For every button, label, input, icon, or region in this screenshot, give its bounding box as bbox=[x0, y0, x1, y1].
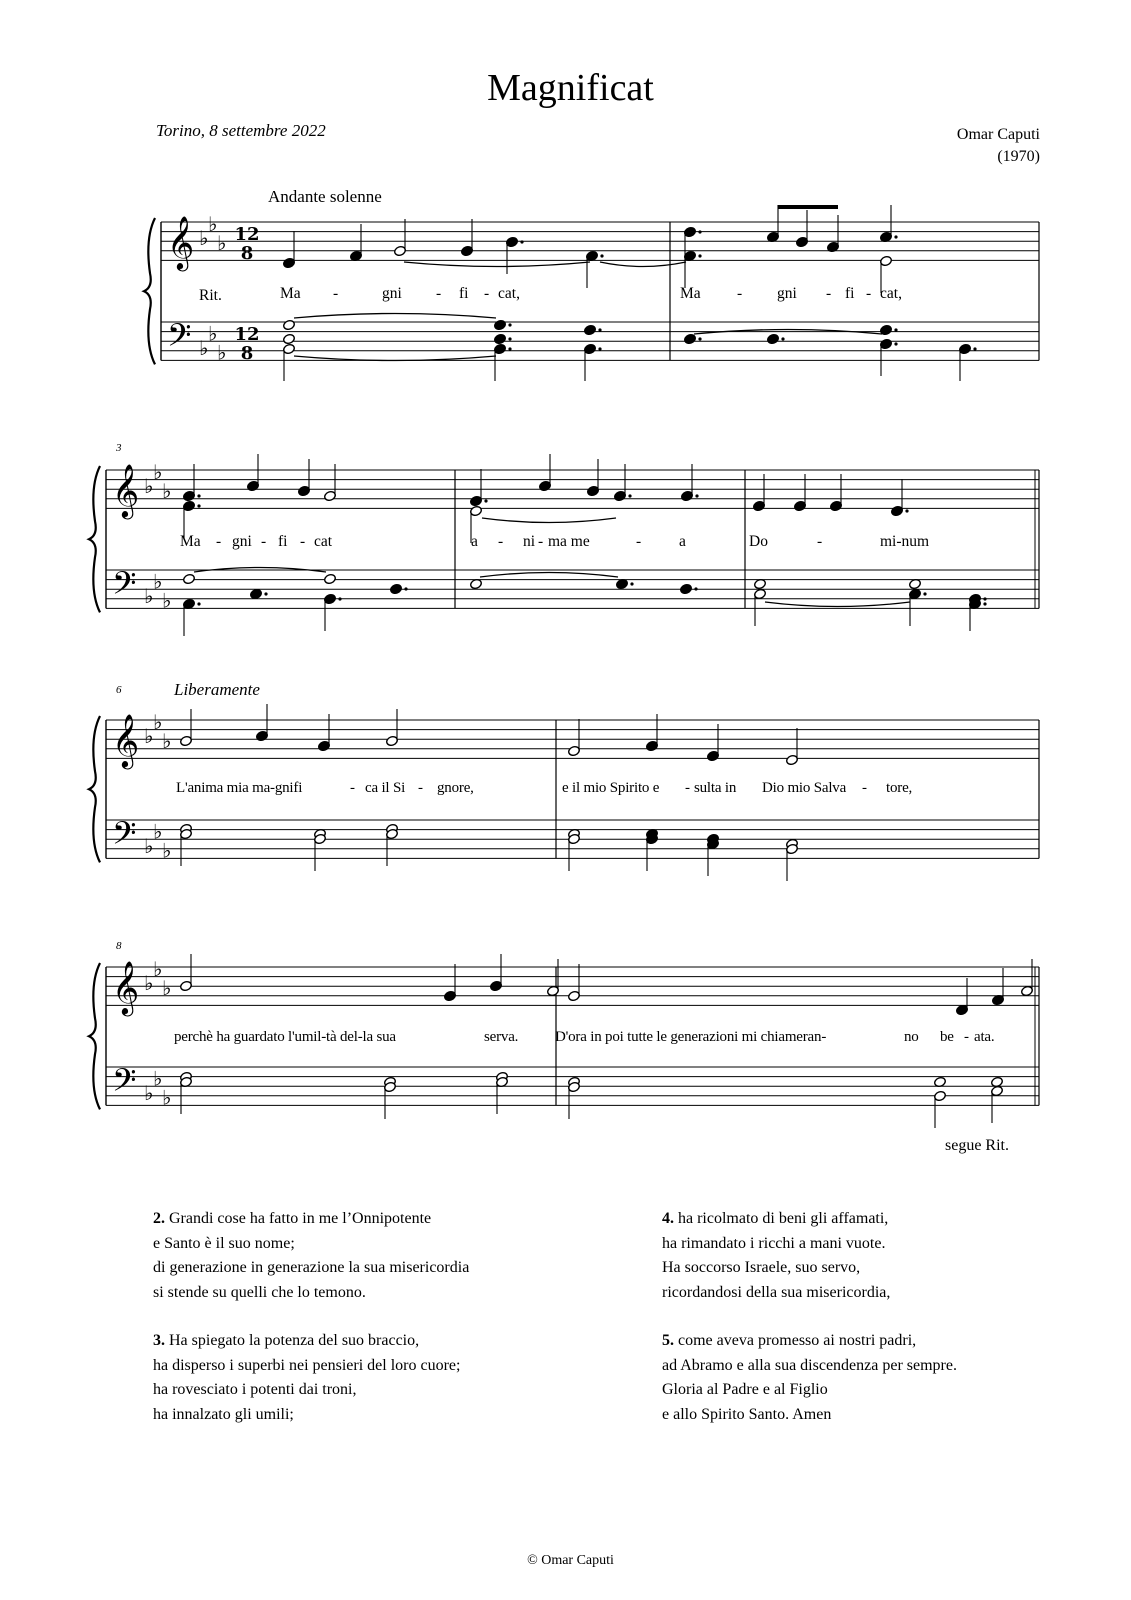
lyric-syllable: a bbox=[471, 533, 478, 550]
lyric-phrase: gnore, bbox=[437, 780, 474, 796]
lyric-hyphen: - bbox=[300, 533, 306, 550]
page-title: Magnificat bbox=[487, 67, 654, 109]
bass-clef-icon: 𝄢 bbox=[112, 815, 137, 859]
augmentation-dot bbox=[197, 504, 200, 507]
flat-sign: ♭ bbox=[144, 474, 154, 499]
treble-clef-icon: 𝄞 bbox=[112, 960, 140, 1014]
system-brace bbox=[89, 716, 100, 862]
flat-sign: ♭ bbox=[162, 838, 172, 863]
flat-sign: ♭ bbox=[217, 340, 227, 365]
verse-line: ha disperso i superbi nei pensieri del loro cuore; bbox=[153, 1356, 461, 1374]
lyric-syllable: fi bbox=[845, 285, 855, 302]
verse-text: Ha spiegato la potenza del suo braccio, bbox=[169, 1332, 420, 1349]
treble-clef-icon: 𝄞 bbox=[112, 463, 140, 517]
augmentation-dot bbox=[508, 337, 511, 340]
flat-sign: ♭ bbox=[144, 1080, 154, 1105]
verse-text: Grandi cose ha fatto in me l’Onnipotente bbox=[169, 1210, 432, 1227]
augmentation-dot bbox=[598, 347, 601, 350]
lyric-phrase: tore, bbox=[886, 780, 913, 796]
lyric-phrase: L'anima mia ma-gnifi bbox=[176, 780, 303, 796]
lyric-phrase: e il mio Spirito e bbox=[562, 780, 660, 796]
augmentation-dot bbox=[520, 240, 523, 243]
lyric-hyphen: - bbox=[826, 285, 832, 302]
lyric-phrase: D'ora in poi tutte le generazioni mi chiameran- bbox=[555, 1029, 827, 1045]
system-brace bbox=[89, 466, 100, 612]
augmentation-dot bbox=[508, 323, 511, 326]
flat-sign: ♭ bbox=[153, 709, 163, 734]
verse-number: 2. bbox=[153, 1210, 165, 1227]
lyric-phrase: sulta in bbox=[694, 780, 737, 796]
note-head bbox=[324, 573, 337, 584]
tempo-marking: Liberamente bbox=[174, 680, 260, 699]
lyric-hyphen: - bbox=[216, 533, 222, 550]
lyric-syllable: cat, bbox=[498, 285, 520, 302]
lyric-phrase: perchè ha guardato l'umil-tà del-la sua bbox=[174, 1029, 396, 1045]
augmentation-dot bbox=[781, 337, 784, 340]
augmentation-dot bbox=[598, 328, 601, 331]
verses-left-column bbox=[153, 1207, 469, 1451]
augmentation-dot bbox=[484, 499, 487, 502]
augmentation-dot bbox=[905, 509, 908, 512]
lyric-syllable: no bbox=[904, 1029, 919, 1045]
augmentation-dot bbox=[264, 592, 267, 595]
lyric-syllable: Do bbox=[749, 533, 768, 550]
lyric-phrase: ca il Si bbox=[365, 780, 406, 796]
flat-sign: ♭ bbox=[153, 459, 163, 484]
augmentation-dot bbox=[698, 230, 701, 233]
flat-sign: ♭ bbox=[217, 231, 227, 255]
system-brace bbox=[89, 963, 100, 1109]
composer-name: Omar Caputi bbox=[956, 126, 1040, 143]
flat-sign: ♭ bbox=[153, 819, 163, 844]
lyric-hyphen: - bbox=[817, 533, 823, 550]
lyric-hyphen: - bbox=[737, 285, 743, 302]
flat-sign: ♭ bbox=[162, 976, 172, 1000]
lyric-syllable: ata. bbox=[974, 1029, 995, 1045]
augmentation-dot bbox=[894, 342, 897, 345]
flat-sign: ♭ bbox=[208, 211, 218, 236]
lyric-hyphen: - bbox=[862, 780, 867, 796]
tie-slur bbox=[294, 314, 496, 319]
tie-slur bbox=[482, 518, 616, 523]
verses-right-column bbox=[662, 1207, 957, 1451]
lyric-syllable: ma me bbox=[548, 533, 590, 550]
lyric-hyphen: - bbox=[333, 285, 339, 302]
verse-line bbox=[153, 1329, 469, 1354]
lyric-syllable: gni bbox=[232, 533, 252, 550]
lyric-syllable: fi bbox=[278, 533, 288, 550]
verse-line: ha rovesciato i potenti dai troni, bbox=[153, 1381, 357, 1398]
verse-line bbox=[662, 1329, 957, 1354]
lyric-syllable: cat, bbox=[880, 285, 902, 302]
composer-years: (1970) bbox=[997, 148, 1040, 165]
lyric-syllable: a bbox=[679, 533, 686, 550]
measure-number: 3 bbox=[116, 442, 122, 454]
flat-sign: ♭ bbox=[153, 569, 163, 594]
flat-sign: ♭ bbox=[199, 335, 209, 360]
flat-sign: ♭ bbox=[162, 479, 172, 503]
verse-line: ha innalzato gli umili; bbox=[153, 1405, 294, 1423]
note-head bbox=[283, 319, 296, 330]
lyric-syllable: cat bbox=[314, 533, 333, 550]
note-head bbox=[680, 583, 693, 594]
verse-line: si stende su quelli che lo temono. bbox=[153, 1283, 366, 1301]
note-head bbox=[494, 333, 507, 344]
verse-number: 3. bbox=[153, 1332, 165, 1349]
tempo-marking: Andante solenne bbox=[268, 187, 382, 206]
verse-line: ricordandosi della sua misericordia, bbox=[662, 1283, 891, 1301]
verse-line: Gloria al Padre e al Figlio bbox=[662, 1381, 828, 1398]
note-head bbox=[183, 573, 196, 584]
augmentation-dot bbox=[694, 587, 697, 590]
lyric-hyphen: - bbox=[436, 285, 442, 302]
flat-sign: ♭ bbox=[162, 1085, 172, 1110]
verse-line: ad Abramo e alla sua discendenza per sempre. bbox=[662, 1356, 957, 1374]
lyric-hyphen: - bbox=[418, 780, 423, 796]
verse-line bbox=[662, 1207, 957, 1232]
lyric-hyphen: - bbox=[261, 533, 267, 550]
augmentation-dot bbox=[508, 347, 511, 350]
flat-sign: ♭ bbox=[199, 226, 209, 251]
verse-line: Ha soccorso Israele, suo servo, bbox=[662, 1259, 861, 1276]
augmentation-dot bbox=[630, 582, 633, 585]
augmentation-dot bbox=[197, 602, 200, 605]
lyric-syllable: gni bbox=[382, 285, 402, 302]
tie-slur bbox=[404, 262, 590, 267]
lyric-syllable: mi-num bbox=[880, 533, 930, 550]
augmentation-dot bbox=[698, 254, 701, 257]
flat-sign: ♭ bbox=[144, 583, 154, 608]
lyric-syllable: ni bbox=[523, 533, 536, 550]
lyric-hyphen: - bbox=[964, 1029, 969, 1045]
augmentation-dot bbox=[338, 597, 341, 600]
tie-slur bbox=[765, 602, 910, 607]
augmentation-dot bbox=[695, 494, 698, 497]
note-beam bbox=[778, 205, 838, 209]
lyric-hyphen: - bbox=[484, 285, 490, 302]
copyright-footer: © Omar Caputi bbox=[527, 1553, 614, 1568]
time-signature-top: 12 bbox=[234, 224, 260, 245]
augmentation-dot bbox=[628, 494, 631, 497]
lyric-hyphen: - bbox=[636, 533, 642, 550]
note-head bbox=[283, 333, 296, 344]
lyric-hyphen: - bbox=[866, 285, 872, 302]
augmentation-dot bbox=[600, 254, 603, 257]
lyric-syllable: Ma bbox=[680, 285, 701, 302]
lyric-hyphen: - bbox=[685, 780, 690, 796]
measure-number: 8 bbox=[116, 940, 122, 952]
verse-number: 4. bbox=[662, 1210, 674, 1227]
verse-block bbox=[662, 1329, 957, 1427]
bass-clef-icon: 𝄢 bbox=[112, 565, 137, 609]
lyric-phrase: serva. bbox=[484, 1029, 519, 1045]
verse-block bbox=[153, 1329, 469, 1427]
lyric-syllable: Ma bbox=[280, 285, 301, 302]
note-head bbox=[684, 333, 697, 344]
augmentation-dot bbox=[923, 592, 926, 595]
augmentation-dot bbox=[973, 347, 976, 350]
flat-sign: ♭ bbox=[144, 724, 154, 749]
augmentation-dot bbox=[983, 602, 986, 605]
verse-line: e Santo è il suo nome; bbox=[153, 1234, 295, 1252]
lyric-phrase: Dio mio Salva bbox=[762, 780, 847, 796]
treble-clef-icon: 𝄞 bbox=[167, 215, 195, 269]
tie-slur bbox=[294, 356, 496, 361]
time-signature-bottom: 8 bbox=[240, 343, 254, 364]
flat-sign: ♭ bbox=[162, 729, 172, 753]
lyric-hyphen: - bbox=[498, 533, 504, 550]
flat-sign: ♭ bbox=[144, 833, 154, 858]
note-head bbox=[494, 319, 507, 330]
verse-text: come aveva promesso ai nostri padri, bbox=[678, 1332, 917, 1349]
bass-clef-icon: 𝄢 bbox=[112, 1062, 137, 1106]
measure-number: 6 bbox=[116, 684, 122, 696]
verse-block bbox=[662, 1207, 957, 1305]
note-head bbox=[250, 588, 263, 599]
augmentation-dot bbox=[404, 587, 407, 590]
system-brace bbox=[144, 218, 155, 364]
tie-slur bbox=[480, 573, 618, 578]
verse-text: ha ricolmato di beni gli affamati, bbox=[678, 1210, 889, 1227]
time-signature-top: 12 bbox=[234, 324, 260, 345]
flat-sign: ♭ bbox=[144, 971, 154, 996]
flat-sign: ♭ bbox=[153, 956, 163, 981]
augmentation-dot bbox=[894, 235, 897, 238]
verse-block bbox=[153, 1207, 469, 1305]
verse-line: ha rimandato i ricchi a mani vuote. bbox=[662, 1234, 886, 1252]
augmentation-dot bbox=[983, 597, 986, 600]
flat-sign: ♭ bbox=[153, 1066, 163, 1091]
augmentation-dot bbox=[894, 328, 897, 331]
flat-sign: ♭ bbox=[208, 321, 218, 346]
note-head bbox=[767, 333, 780, 344]
lyric-syllable: gni bbox=[777, 285, 797, 302]
lyric-syllable: Ma bbox=[180, 533, 201, 550]
verse-number: 5. bbox=[662, 1332, 674, 1349]
note-head bbox=[390, 583, 403, 594]
note-head bbox=[584, 324, 597, 335]
rit-label: Rit. bbox=[199, 287, 222, 304]
bass-clef-icon: 𝄢 bbox=[167, 317, 192, 361]
time-signature-bottom: 8 bbox=[240, 243, 254, 264]
augmentation-dot bbox=[698, 337, 701, 340]
verse-line: e allo Spirito Santo. Amen bbox=[662, 1405, 832, 1423]
treble-clef-icon: 𝄞 bbox=[112, 713, 140, 767]
lyric-hyphen: - bbox=[538, 533, 544, 550]
augmentation-dot bbox=[197, 494, 200, 497]
lyric-syllable: be bbox=[940, 1029, 954, 1045]
lyric-hyphen: - bbox=[350, 780, 355, 796]
lyric-syllable: fi bbox=[459, 285, 469, 302]
verse-line: di generazione in generazione la sua misericordia bbox=[153, 1259, 470, 1276]
verse-line bbox=[153, 1207, 469, 1232]
tie-slur bbox=[600, 262, 686, 267]
segue-label: segue Rit. bbox=[945, 1137, 1009, 1154]
place-date: Torino, 8 settembre 2022 bbox=[156, 121, 326, 140]
flat-sign: ♭ bbox=[162, 588, 172, 613]
